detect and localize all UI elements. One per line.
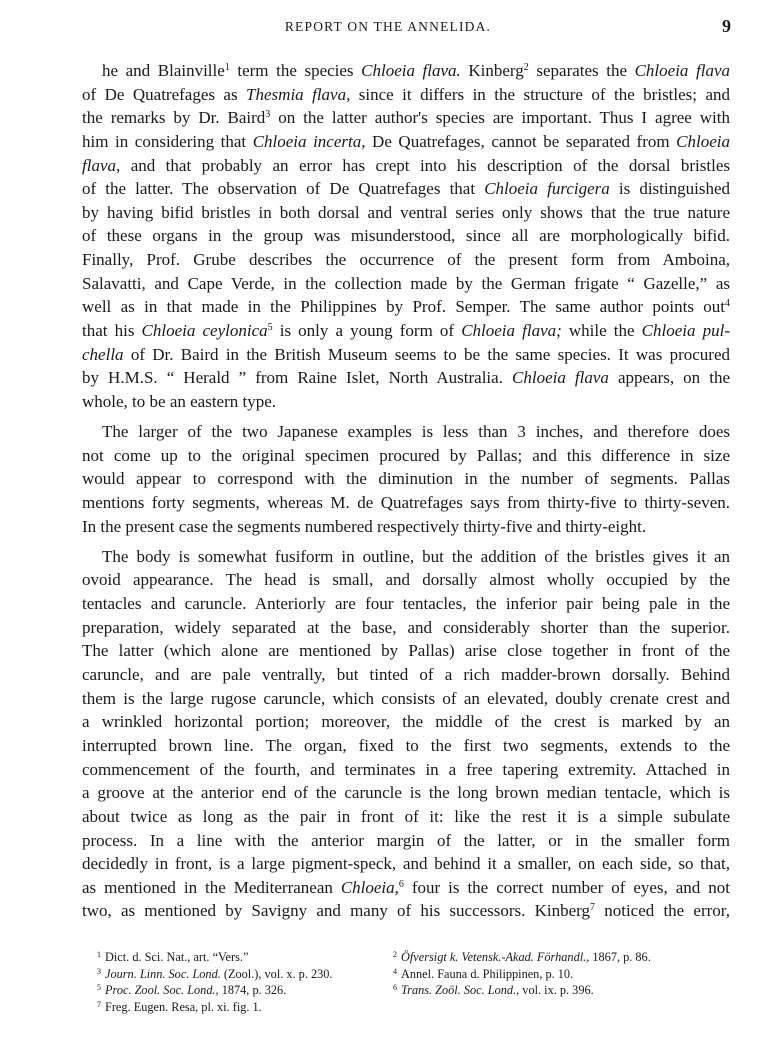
italic-text: chella: [82, 344, 124, 364]
footnote-ref: 2: [523, 62, 529, 73]
text-run: two, as mentioned by Savigny and many of his successors. Kinberg: [82, 901, 591, 921]
text-run: separates the: [528, 61, 635, 80]
italic-text: Chloeia flava;: [461, 321, 562, 341]
italic-text: Chloeia ceylonica: [141, 321, 268, 341]
text-line: [82, 515, 730, 539]
text-run: (Zool.), vol. x. p. 230.: [220, 966, 333, 981]
text-line: [82, 248, 730, 272]
text-run: noticed the error,: [595, 901, 731, 921]
italic-text: Chloeia pul-: [641, 321, 730, 341]
text-run: In the present case the segments numbered respectively thirty-five and thirty-eight.: [82, 516, 647, 536]
page-number: 9: [722, 16, 731, 36]
italic-text: Chloeia: [676, 131, 731, 151]
text-run: Dict. d. Sci. Nat., art. “Vers.”: [105, 950, 249, 964]
text-run: by having bifid bristles in both dorsal and ventral series only shows that the true nature: [82, 202, 730, 222]
text-run: The larger of the two Japanese examples is less than 3 inches, and therefore does: [102, 422, 730, 442]
text-line: [82, 899, 730, 923]
text-run: whole, to be an eastern type.: [82, 391, 277, 411]
text-line: [82, 295, 730, 319]
paragraph: [82, 59, 730, 414]
italic-text: Chloeia,: [340, 877, 399, 897]
footnote-number: 6: [393, 983, 397, 992]
text-run: Finally, Prof. Grube describes the occurrence of the present form from Amboina,: [82, 250, 730, 270]
text-run: commencement of the fourth, and terminates in a free tapering extremity. Attached in: [82, 759, 730, 779]
text-line: [82, 734, 730, 758]
text-run: well as in that made in the Philippines by Prof. Semper. The same author points out: [82, 297, 725, 317]
text-run: De Quatrefages, cannot be separated from: [365, 131, 677, 151]
text-run: of the latter. The observation of De Quatrefages that: [82, 179, 485, 199]
text-line: [82, 663, 730, 687]
text-run: by H.M.S. “ Herald ” from Raine Islet, North Australia.: [82, 368, 513, 388]
text-run: tentacles and caruncle. Anteriorly are four tentacles, the inferior pair being pale in the: [82, 594, 730, 614]
text-line: [82, 177, 730, 201]
text-line: [82, 59, 730, 83]
text-line: [82, 852, 730, 876]
text-line: [82, 491, 730, 515]
footnote-number: 7: [97, 999, 101, 1009]
footnote-number: 1: [97, 950, 101, 959]
text-run: a groove at the anterior end of the caruncle is the long brown median tentacle, which is: [82, 783, 730, 803]
text-run: on the latter author's species are important. Thus I agree with: [270, 108, 730, 128]
text-run: Salavatti, and Cape Verde, in the collection made by the German frigate “ Gazelle,” as: [82, 273, 730, 293]
footnote-number: 5: [97, 983, 101, 992]
text-line: [82, 366, 730, 390]
text-run: a wrinkled horizontal portion; moreover, the middle of the crest is marked by an: [82, 712, 730, 732]
text-run: mentions forty segments, whereas M. de Quatrefages says from thirty-five to thirty-seven.: [82, 493, 730, 513]
italic-text: Chloeia flava: [512, 368, 609, 388]
italic-text: Chloeia furcigera: [484, 179, 610, 199]
text-run: process. In a line with the anterior margin of the latter, or in the smaller form: [82, 830, 730, 850]
italic-text: Journ. Linn. Soc. Lond.: [105, 966, 221, 981]
text-run: caruncle, and are pale ventrally, but tinted of a rich madder-brown dorsally. Behind: [82, 665, 730, 685]
text-run: 1874, p. 326.: [218, 983, 287, 997]
text-run: vol. ix. p. 396.: [519, 983, 594, 997]
footnote-ref: 5: [267, 322, 273, 334]
footnote-ref: 1: [224, 62, 230, 73]
text-run: about twice as long as the pair in front of it: like the rest it is a simple subulate: [82, 806, 730, 826]
text-run: ovoid appearance. The head is small, and dorsally almost wholly occupied by the: [82, 570, 730, 590]
text-run: and that probably an error has crept into his description of the dorsal bristles: [120, 155, 730, 175]
footnote-ref: 3: [265, 109, 271, 121]
text-line: [82, 829, 730, 853]
text-line: [82, 710, 730, 734]
text-run: him in considering that: [82, 131, 253, 151]
text-run: not come up to the original specimen procured by Pallas; and this difference in size: [82, 445, 730, 465]
text-run: term the species: [229, 61, 362, 80]
text-run: as mentioned in the Mediterranean: [82, 877, 341, 897]
body-text: [82, 59, 730, 930]
text-line: [82, 545, 730, 569]
italic-text: Thesmia flava,: [246, 84, 351, 104]
text-run: The body is somewhat fusiform in outline, but the addition of the bristles gives it an: [102, 546, 730, 566]
text-run: The latter (which alone are mentioned by Pallas) arise close together in front of the: [82, 641, 730, 661]
footnote: [393, 949, 651, 966]
text-run: of these organs in the group was misunderstood, since all are morphologically bifid.: [82, 226, 730, 246]
footnote: [97, 966, 333, 983]
footnote-ref: 7: [590, 902, 596, 914]
footnotes-right-column: [393, 949, 651, 999]
text-run: Kinberg: [460, 61, 524, 80]
text-run: decidedly in front, is a large pigment-speck, and behind it a smaller, on each side, so that,: [82, 854, 730, 874]
italic-text: Chloeia incerta,: [252, 131, 366, 151]
text-line: [82, 592, 730, 616]
text-line: [82, 758, 730, 782]
text-line: [82, 130, 730, 154]
footnote: [393, 966, 651, 983]
text-line: [82, 568, 730, 592]
italic-text: Öfversigt k. Vetensk.-Akad. Förhandl.,: [401, 950, 590, 964]
text-line: [82, 390, 730, 414]
paragraph: [82, 420, 730, 538]
text-line: [82, 272, 730, 296]
text-run: four is the correct number of eyes, and not: [403, 877, 730, 897]
footnote-number: 4: [393, 966, 397, 976]
text-line: [82, 154, 730, 178]
text-line: [82, 343, 730, 367]
text-line: [82, 224, 730, 248]
text-run: that his: [82, 321, 142, 341]
page-header: [0, 16, 776, 38]
italic-text: Proc. Zool. Soc. Lond.,: [105, 983, 219, 997]
text-run: preparation, widely separated at the base, and considerably shorter than the superior.: [82, 617, 730, 637]
text-run: them is the large rugose caruncle, which consists of an elevated, doubly crenate crest and: [82, 688, 730, 708]
italic-text: Trans. Zoöl. Soc. Lond.,: [401, 983, 520, 997]
text-run: while the: [561, 321, 642, 341]
text-run: appears, on the: [608, 368, 731, 388]
running-title: REPORT ON THE ANNELIDA.: [284, 19, 492, 34]
text-line: [82, 687, 730, 711]
text-line: [82, 805, 730, 829]
italic-text: Chloeia flava: [634, 61, 730, 80]
text-line: [82, 876, 730, 900]
text-run: he and Blainville: [102, 61, 225, 80]
text-run: the remarks by Dr. Baird: [82, 108, 266, 128]
footnote: [97, 949, 333, 966]
text-line: [82, 420, 730, 444]
text-run: 1867, p. 86.: [589, 950, 651, 964]
italic-text: Chloeia flava.: [361, 61, 461, 80]
text-line: [82, 639, 730, 663]
text-run: is only a young form of: [272, 321, 462, 341]
text-run: Annel. Fauna d. Philippinen, p. 10.: [401, 966, 574, 981]
text-run: interrupted brown line. The organ, fixed to the first two segments, extends to the: [82, 735, 730, 755]
text-line: [82, 319, 730, 343]
text-line: [82, 616, 730, 640]
footnote-number: 3: [97, 966, 101, 976]
footnote-number: 2: [393, 950, 397, 959]
paragraph: [82, 545, 730, 923]
footnote: [97, 982, 333, 999]
text-line: [82, 201, 730, 225]
text-run: Freg. Eugen. Resa, pl. xi. fig. 1.: [105, 999, 262, 1014]
text-line: [82, 444, 730, 468]
footnote: [393, 982, 651, 999]
text-line: [82, 83, 730, 107]
text-line: [82, 106, 730, 130]
text-line: [82, 781, 730, 805]
text-run: is distinguished: [609, 179, 730, 199]
footnote: [97, 999, 333, 1016]
text-line: [82, 467, 730, 491]
text-run: since it differs in the structure of the bristles; and: [350, 84, 731, 104]
footnote-ref: 6: [398, 878, 404, 890]
footnote-ref: 4: [725, 298, 730, 310]
italic-text: flava,: [82, 155, 121, 175]
footnotes-left-column: [97, 949, 333, 1015]
text-run: of De Quatrefages as: [82, 84, 247, 104]
text-run: of Dr. Baird in the British Museum seems to be the same species. It was procured: [123, 344, 730, 364]
text-run: would appear to correspond with the diminution in the number of segments. Pallas: [82, 469, 730, 489]
